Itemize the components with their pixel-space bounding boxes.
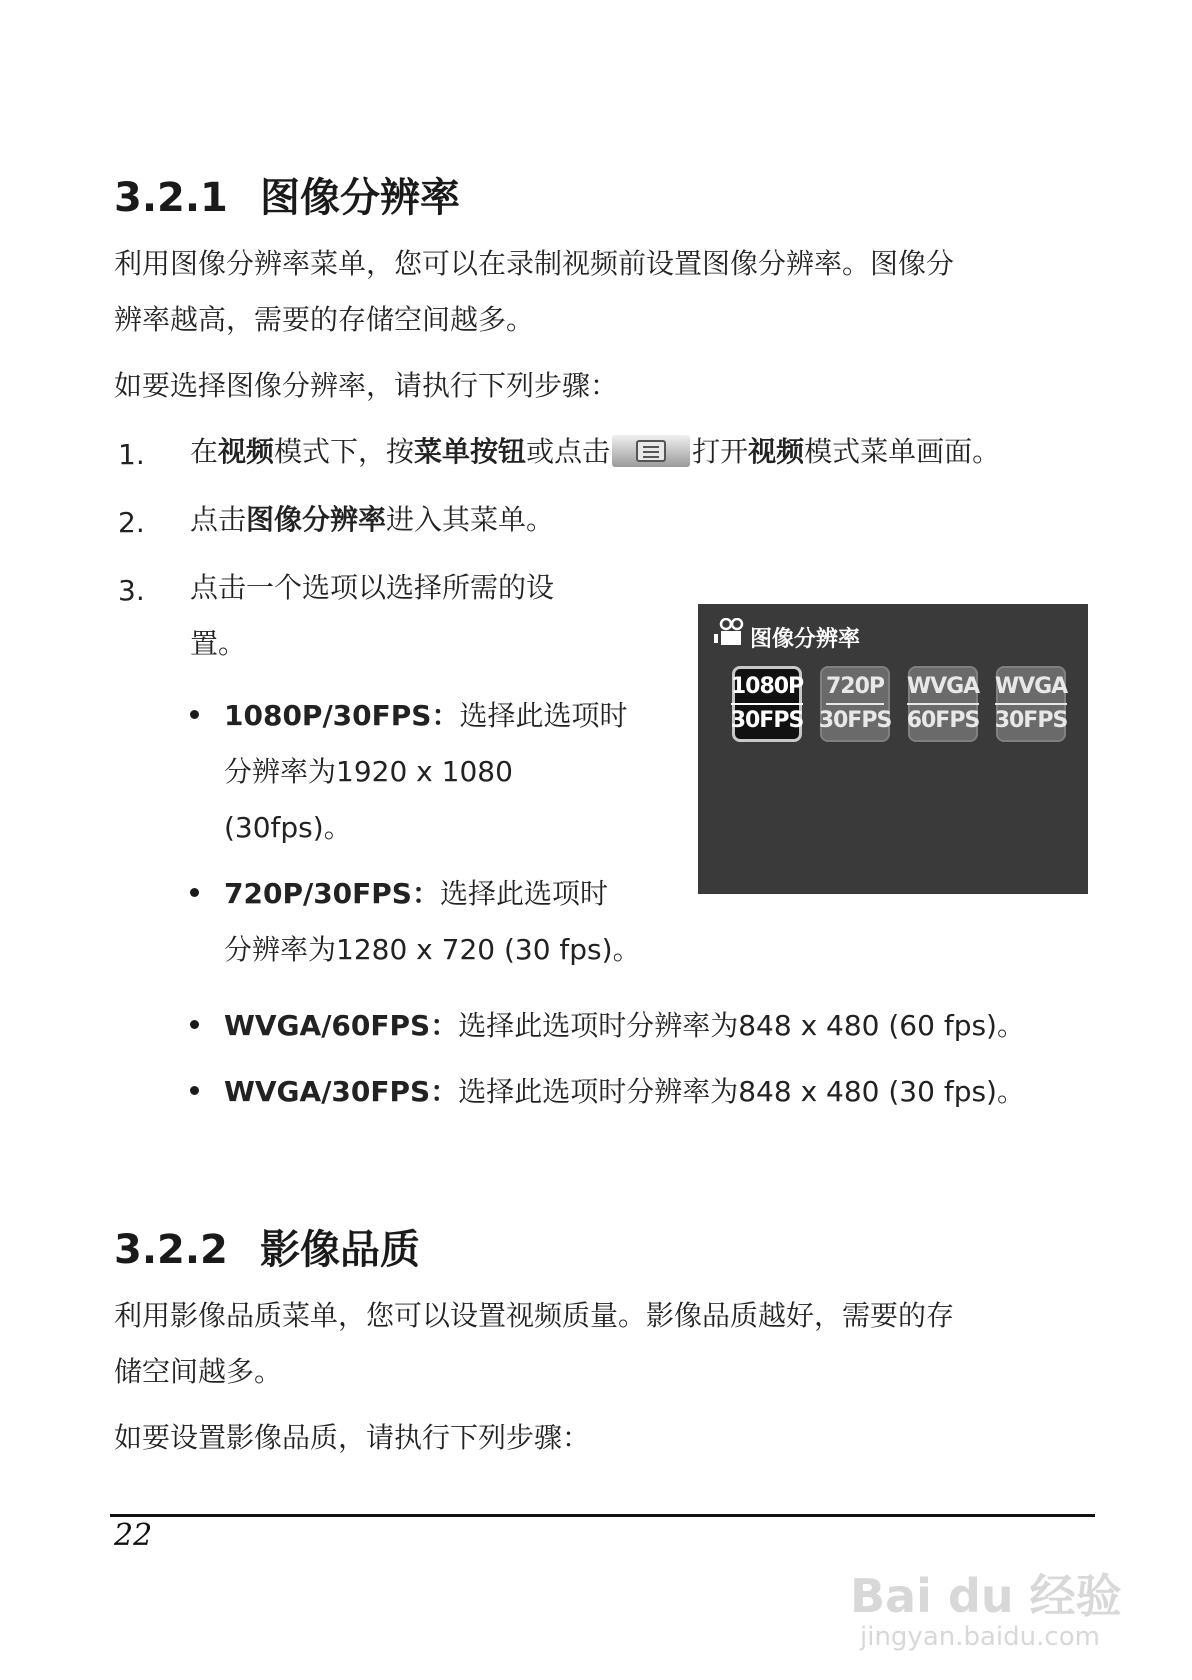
section-heading-322 [114,1218,420,1275]
bullet-text: 选择此选项时分辨率为848 x 480 (60 fps)。 [458,1009,1025,1042]
bullet-label: WVGA/60FPS： [224,1009,459,1042]
watermark-brand: Bai du 经验 [850,1569,1122,1623]
section-number: 3.2.1 [114,175,228,221]
bullet-2-line [224,866,608,922]
option-bottom: 30FPS [818,708,892,733]
section-number: 3.2.2 [114,1227,228,1273]
text: 模式下，按 [274,435,415,468]
text: 打开 [692,435,749,468]
option-bottom: 60FPS [906,708,980,733]
intro-paragraph-line: 储空间越多。 [114,1355,283,1388]
footer-divider [110,1514,1095,1517]
option-720p-30fps[interactable] [820,666,890,742]
video-camera-icon [712,618,744,648]
step-3-line: 置。 [190,627,247,660]
option-top: WVGA [907,673,979,705]
section-title: 图像分辨率 [260,175,460,221]
screen-title: 图像分辨率 [750,627,861,652]
bullet-label: 720P/30FPS： [224,877,440,910]
bold-term: 视频 [218,435,275,468]
option-top: WVGA [995,673,1067,705]
option-1080p-30fps[interactable] [732,666,802,742]
bold-term: 图像分辨率 [246,503,387,536]
step-index: 1. [118,438,145,471]
option-top: 720P [826,673,884,705]
bullet-text: 选择此选项时 [439,877,608,910]
option-wvga-60fps[interactable] [908,666,978,742]
camera-menu-screen [698,604,1088,894]
option-top: 1080P [731,673,803,705]
bullet-text: 选择此选项时 [459,699,628,732]
bullet-dot [190,710,199,719]
watermark-url: jingyan.baidu.com [860,1622,1100,1652]
steps-lead: 如要设置影像品质，请执行下列步骤： [114,1421,591,1454]
text: 进入其菜单。 [386,503,555,536]
option-wvga-30fps[interactable] [996,666,1066,742]
bullet-label: WVGA/30FPS： [224,1075,459,1108]
text: 或点击 [526,435,611,468]
text: 点击 [190,503,247,536]
bullet-label: 1080P/30FPS： [224,699,460,732]
intro-paragraph-line: 利用图像分辨率菜单，您可以在录制视频前设置图像分辨率。图像分 [114,247,955,280]
step-index: 2. [118,506,145,539]
steps-lead: 如要选择图像分辨率，请执行下列步骤： [114,369,619,402]
bullet-4-line [224,1064,1025,1120]
bullet-1-line: 分辨率为1920 x 1080 [224,755,513,788]
step-1-text [190,424,1000,480]
text: 模式菜单画面。 [804,435,1001,468]
text: 在 [190,435,219,468]
bullet-2-line: 分辨率为1280 x 720 (30 fps)。 [224,933,641,966]
menu-list-icon [612,435,690,467]
bullet-1-line: (30fps)。 [224,811,352,844]
bold-term: 菜单按钮 [414,435,527,468]
bullet-dot [190,888,199,897]
step-2-text [190,492,554,548]
intro-paragraph-line: 利用影像品质菜单，您可以设置视频质量。影像品质越好，需要的存 [114,1299,955,1332]
section-heading-321 [114,166,460,223]
option-bottom: 30FPS [994,708,1068,733]
bullet-dot [190,1020,199,1029]
bullet-1-line [224,688,627,744]
page-number: 22 [114,1518,153,1553]
section-title: 影像品质 [260,1227,420,1273]
option-bottom: 30FPS [730,708,804,733]
bold-term: 视频 [748,435,805,468]
bullet-dot [190,1086,199,1095]
intro-paragraph-line: 辨率越高，需要的存储空间越多。 [114,303,535,336]
step-index: 3. [118,574,145,607]
step-3-line: 点击一个选项以选择所需的设 [190,571,555,604]
bullet-3-line [224,998,1025,1054]
bullet-text: 选择此选项时分辨率为848 x 480 (30 fps)。 [458,1075,1025,1108]
